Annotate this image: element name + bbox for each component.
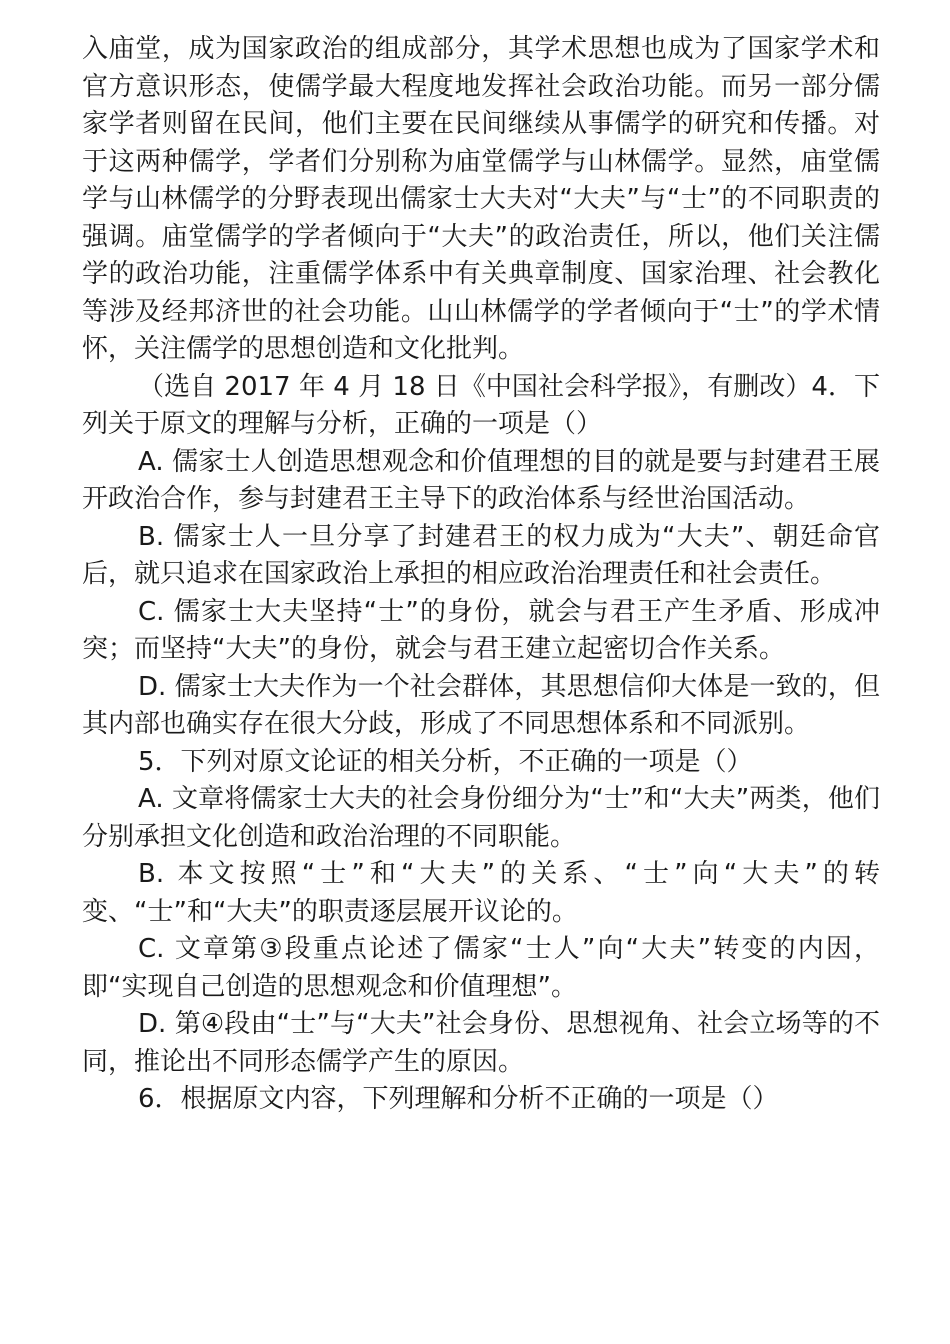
text-column [82,31,880,1119]
question-5-option-c: C. 文章第③段重点论述了儒家“士人”向“大夫”转变的内因，即“实现自己创造的思想观念和价值理想”。 [82,934,880,1002]
question-4-option-d: D. 儒家士大夫作为一个社会群体，其思想信仰大体是一致的，但其内部也确实存在很大分歧，形成了不同思想体系和不同派别。 [82,671,880,739]
question-5-stem: 5．下列对原文论证的相关分析，不正确的一项是（） [138,746,753,777]
question-4-option-a: A. 儒家士人创造思想观念和价值理想的目的就是要与封建君王展开政治合作，参与封建君王主导下的政治体系与经世治国活动。 [82,446,880,514]
question-5-option-b: B. 本文按照“士”和“大夫”的关系、“士”向“大夫”的转变、“士”和“大夫”的职责逐层展开议论的。 [82,859,880,927]
question-5-option-d: D. 第④段由“士”与“大夫”社会身份、思想视角、社会立场等的不同，推论出不同形态儒学产生的原因。 [82,1009,880,1077]
question-4-option-c: C. 儒家士大夫坚持“士”的身份，就会与君王产生矛盾、形成冲突；而坚持“大夫”的身份，就会与君王建立起密切合作关系。 [82,596,880,664]
question-6-stem: 6．根据原文内容，下列理解和分析不正确的一项是（） [138,1084,779,1114]
question-5-option-a: A. 文章将儒家士大夫的社会身份细分为“士”和“大夫”两类，他们分别承担文化创造和政治治理的不同职能。 [82,784,880,852]
question-4-option-b: B. 儒家士人一旦分享了封建君王的权力成为“大夫”、朝廷命官后，就只追求在国家政治上承担的相应政治治理责任和社会责任。 [82,521,880,589]
passage-paragraph: 入庙堂，成为国家政治的组成部分，其学术思想也成为了国家学术和官方意识形态，使儒学最大程度地发挥社会政治功能。而另一部分儒家学者则留在民间，他们主要在民间继续从事儒学的研究和传播。对于这两种儒学，学者们分别称为庙堂儒学与山林儒学。显然，庙堂儒学与山林儒学的分野表现出儒家士大夫对“大夫”与“士”的不同职责的强调。庙堂儒学的学者倾向于“大夫”的政治责任，所以，他们关注儒学的政治功能，注重儒学体系中有关典章制度、国家治理、社会教化等涉及经邦济世的社会功能。山山林儒学的学者倾向于“士”的学术情怀，关注儒学的思想创造和文化批判。 [82,34,880,364]
passage-source-and-question-4-stem: （选自 2017 年 4 月 18 日《中国社会科学报》，有删改）4．下列关于原文的理解与分析，正确的一项是（） [82,371,880,439]
